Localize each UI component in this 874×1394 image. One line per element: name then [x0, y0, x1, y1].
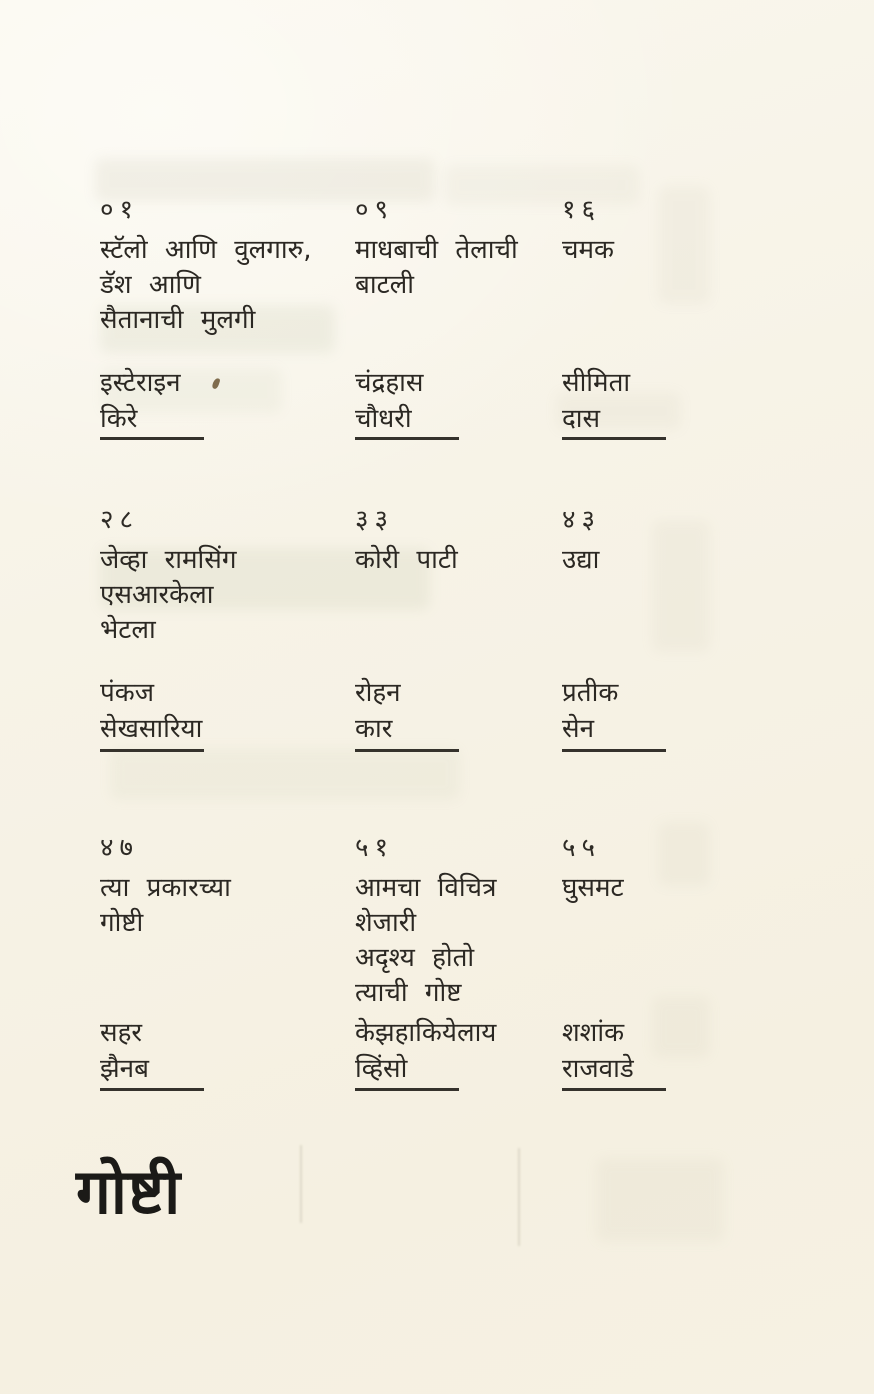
entry-author-line: कार — [355, 714, 393, 744]
entry-author-line: चौधरी — [355, 404, 412, 434]
entry-page-number: २८ — [100, 505, 140, 535]
entry-title — [100, 543, 350, 648]
entry-title-line: स्टॅलो आणि वुलगारु, — [100, 235, 312, 265]
entry-title-line: गोष्टी — [100, 908, 144, 938]
entry-author — [355, 365, 423, 437]
toc-entry — [100, 190, 350, 450]
entry-author-line: राजवाडे — [562, 1054, 634, 1084]
entry-author — [100, 365, 181, 437]
entry-divider — [100, 437, 204, 440]
entry-divider — [562, 437, 666, 440]
entry-title-line: त्याची गोष्ट — [355, 978, 462, 1008]
bleed-through-rule — [518, 1148, 520, 1246]
entry-title-line: कोरी पाटी — [355, 545, 458, 575]
section-heading: गोष्टी — [76, 1155, 182, 1228]
entry-title-line: भेटला — [100, 615, 156, 645]
entry-title-line: अदृश्य होतो — [355, 943, 475, 973]
entry-author — [100, 1015, 149, 1087]
entry-author-line: प्रतीक — [562, 678, 619, 708]
entry-author — [562, 675, 618, 747]
entry-author-line: सीमिता — [562, 368, 631, 398]
entry-title-line: घुसमट — [562, 873, 624, 903]
entry-title-line: एसआरकेला — [100, 580, 214, 610]
entry-page-number: ०९ — [355, 195, 395, 225]
entry-page-number: ४७ — [100, 833, 140, 863]
entry-author-line: शशांक — [562, 1018, 625, 1048]
entry-page-number: ३३ — [355, 505, 395, 535]
entry-divider — [100, 749, 204, 752]
entry-title-line: सैतानाची मुलगी — [100, 305, 256, 335]
entry-divider — [562, 749, 666, 752]
toc-entry — [100, 828, 350, 1103]
entry-page-number: १६ — [562, 195, 602, 225]
bleed-through-ghost — [596, 1158, 724, 1242]
toc-entry — [562, 828, 812, 1103]
entry-title-line: आमचा विचित्र — [355, 873, 497, 903]
entry-author — [355, 1015, 496, 1087]
entry-author — [562, 1015, 634, 1087]
entry-author — [355, 675, 401, 747]
entry-title — [562, 233, 812, 268]
entry-author-line: सहर — [100, 1018, 143, 1048]
toc-entry — [562, 190, 812, 450]
entry-title — [562, 871, 812, 906]
entry-author — [562, 365, 630, 437]
entry-title-line: शेजारी — [355, 908, 417, 938]
entry-title — [100, 871, 350, 941]
entry-divider — [355, 1088, 459, 1091]
entry-author-line: चंद्रहास — [355, 368, 424, 398]
entry-author-line: केझहाकियेलाय — [355, 1018, 497, 1048]
entry-author-line: दास — [562, 404, 601, 434]
entry-author-line: रोहन — [355, 678, 401, 708]
entry-title — [562, 543, 812, 578]
entry-author-line: झैनब — [100, 1054, 149, 1084]
entry-divider — [100, 1088, 204, 1091]
entry-title-line: डॅश आणि — [100, 270, 201, 300]
entry-author-line: इस्टेराइन — [100, 368, 181, 398]
entry-author — [100, 675, 202, 747]
entry-title-line: बाटली — [355, 270, 415, 300]
entry-divider — [562, 1088, 666, 1091]
entry-title — [100, 233, 350, 338]
entry-author-line: किरे — [100, 404, 138, 434]
entry-author-line: सेन — [562, 714, 595, 744]
entry-title-line: त्या प्रकारच्या — [100, 873, 231, 903]
toc-entry — [100, 500, 350, 760]
entry-title-line: उद्या — [562, 545, 600, 575]
entry-title-line: चमक — [562, 235, 615, 265]
entry-divider — [355, 437, 459, 440]
entry-author-line: सेखसारिया — [100, 714, 203, 744]
entry-title-line: जेव्हा रामसिंग — [100, 545, 237, 575]
entry-page-number: ५५ — [562, 833, 602, 863]
entry-page-number: ४३ — [562, 505, 602, 535]
entry-page-number: ०१ — [100, 195, 140, 225]
entry-author-line: पंकज — [100, 678, 155, 708]
bleed-through-rule — [300, 1145, 302, 1223]
toc-entry — [562, 500, 812, 760]
entry-page-number: ५१ — [355, 833, 395, 863]
entry-title-line: माधबाची तेलाची — [355, 235, 518, 265]
entry-author-line: व्हिंसो — [355, 1054, 408, 1084]
entry-divider — [355, 749, 459, 752]
